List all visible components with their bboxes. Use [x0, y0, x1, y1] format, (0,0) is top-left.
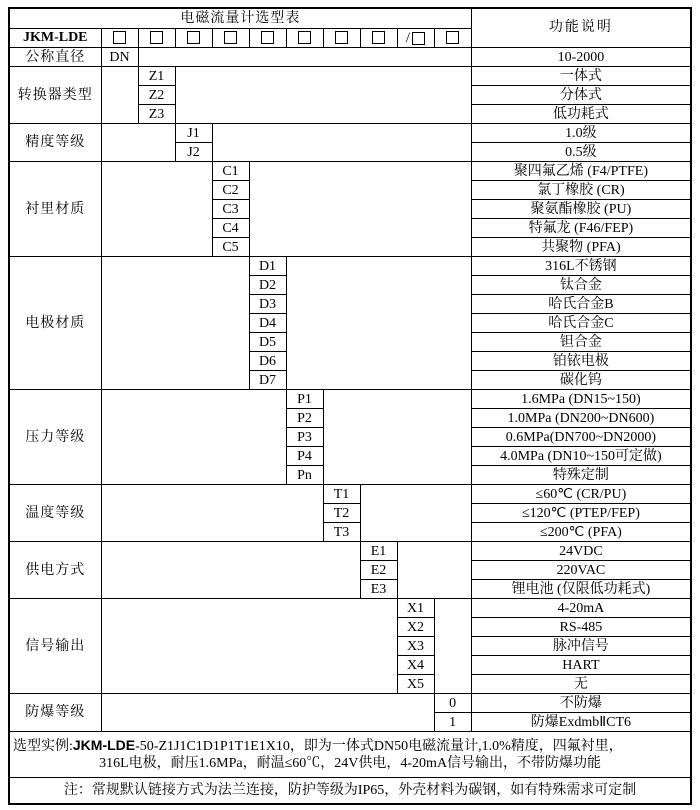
checkbox-icon — [298, 31, 311, 44]
code-cell: D4 — [249, 314, 286, 333]
code-cell: P3 — [286, 428, 323, 447]
desc-cell: 特氟龙 (F46/FEP) — [471, 219, 691, 238]
section-label-pressure-rating: 压力等级 — [9, 390, 101, 485]
desc-cell: 4-20mA — [471, 599, 691, 618]
code-cell: E3 — [360, 580, 397, 599]
desc-cell: 1.6MPa (DN15~150) — [471, 390, 691, 409]
code-cell: D3 — [249, 295, 286, 314]
desc-cell: 4.0MPa (DN10~150可定做) — [471, 447, 691, 466]
empty-cell — [397, 542, 471, 599]
section-label-liner-material: 衬里材质 — [9, 162, 101, 257]
empty-cell — [101, 257, 249, 390]
desc-cell: 1.0MPa (DN200~DN600) — [471, 409, 691, 428]
code-cell: Z1 — [138, 67, 175, 86]
desc-cell: 不防爆 — [471, 694, 691, 713]
model-code-box-10[interactable] — [434, 28, 471, 48]
empty-cell — [138, 48, 471, 67]
code-cell: P4 — [286, 447, 323, 466]
desc-cell: 220VAC — [471, 561, 691, 580]
checkbox-icon — [446, 31, 459, 44]
example-prefix: 选型实例: — [13, 738, 73, 754]
code-cell: Z2 — [138, 86, 175, 105]
selection-table — [8, 7, 692, 805]
desc-cell: 氯丁橡胶 (CR) — [471, 181, 691, 200]
code-cell: X3 — [397, 637, 434, 656]
section-label-signal-output: 信号输出 — [9, 599, 101, 694]
code-cell: X4 — [397, 656, 434, 675]
code-cell: T2 — [323, 504, 360, 523]
code-cell: C3 — [212, 200, 249, 219]
desc-cell: 一体式 — [471, 67, 691, 86]
code-cell: 1 — [434, 713, 471, 732]
code-cell: D5 — [249, 333, 286, 352]
desc-cell: ≤200℃ (PFA) — [471, 523, 691, 542]
model-code-box-5[interactable] — [249, 28, 286, 48]
empty-cell — [286, 257, 471, 390]
desc-cell: 316L不锈钢 — [471, 257, 691, 276]
desc-cell: 锂电池 (仅限低功耗式) — [471, 580, 691, 599]
desc-cell: ≤60℃ (CR/PU) — [471, 485, 691, 504]
code-cell: D7 — [249, 371, 286, 390]
desc-cell: 共聚物 (PFA) — [471, 238, 691, 257]
desc-cell: 无 — [471, 675, 691, 694]
model-code-box-2[interactable] — [138, 28, 175, 48]
desc-cell: 特殊定制 — [471, 466, 691, 485]
section-label-converter-type: 转换器类型 — [9, 67, 101, 124]
slash-separator: / — [405, 29, 411, 46]
code-cell: C2 — [212, 181, 249, 200]
desc-cell: 碳化钨 — [471, 371, 691, 390]
code-cell: J2 — [175, 143, 212, 162]
code-cell: C1 — [212, 162, 249, 181]
section-label-explosion-proof: 防爆等级 — [9, 694, 101, 732]
desc-cell: 0.5级 — [471, 143, 691, 162]
empty-cell — [101, 162, 212, 257]
empty-cell — [101, 542, 360, 599]
section-label-temperature-rating: 温度等级 — [9, 485, 101, 542]
example-line2: 316L电极，耐压1.6MPa，耐温≤60℃，24V供电，4-20mA信号输出，不带防爆功能 — [99, 756, 602, 772]
empty-cell — [175, 67, 471, 124]
example-line1 — [10, 737, 690, 756]
model-code-box-9[interactable] — [397, 28, 434, 48]
code-cell: T1 — [323, 485, 360, 504]
empty-cell — [101, 694, 434, 732]
function-column-header: 功能说明 — [471, 8, 691, 48]
checkbox-icon — [187, 31, 200, 44]
model-code-box-3[interactable] — [175, 28, 212, 48]
code-cell: D6 — [249, 352, 286, 371]
example-row — [9, 732, 691, 778]
code-cell: T3 — [323, 523, 360, 542]
checkbox-icon — [335, 31, 348, 44]
empty-cell — [360, 485, 471, 542]
model-code-box-8[interactable] — [360, 28, 397, 48]
desc-cell: 脉冲信号 — [471, 637, 691, 656]
model-prefix: JKM-LDE — [9, 28, 101, 48]
empty-cell — [101, 485, 323, 542]
empty-cell — [323, 390, 471, 485]
empty-cell — [249, 162, 471, 257]
desc-cell: 钽合金 — [471, 333, 691, 352]
code-cell: C5 — [212, 238, 249, 257]
table-title: 电磁流量计选型表 — [9, 8, 471, 28]
code-cell: E1 — [360, 542, 397, 561]
desc-cell: 钛合金 — [471, 276, 691, 295]
code-cell: P2 — [286, 409, 323, 428]
empty-cell — [101, 124, 175, 162]
code-cell: Pn — [286, 466, 323, 485]
code-cell: X5 — [397, 675, 434, 694]
model-code-box-7[interactable] — [323, 28, 360, 48]
code-cell: E2 — [360, 561, 397, 580]
empty-cell — [101, 67, 138, 124]
checkbox-icon — [372, 31, 385, 44]
desc-cell: 0.6MPa(DN700~DN2000) — [471, 428, 691, 447]
code-cell: J1 — [175, 124, 212, 143]
code-cell: C4 — [212, 219, 249, 238]
model-code-box-6[interactable] — [286, 28, 323, 48]
empty-cell — [101, 390, 286, 485]
empty-cell — [434, 599, 471, 694]
desc-cell: ≤120℃ (PTEP/FEP) — [471, 504, 691, 523]
section-label-nominal-diameter: 公称直径 — [9, 48, 101, 67]
empty-cell — [212, 124, 471, 162]
example-model: JKM-LDE — [72, 736, 136, 753]
desc-cell: 聚氨酯橡胶 (PU) — [471, 200, 691, 219]
code-cell: Z3 — [138, 105, 175, 124]
empty-cell — [101, 599, 397, 694]
desc-cell: 防爆ExdmbⅡCT6 — [471, 713, 691, 732]
code-cell: D1 — [249, 257, 286, 276]
code-cell: DN — [101, 48, 138, 67]
section-label-accuracy-class: 精度等级 — [9, 124, 101, 162]
model-code-box-4[interactable] — [212, 28, 249, 48]
code-cell: X2 — [397, 618, 434, 637]
checkbox-icon — [150, 31, 163, 44]
desc-cell: 分体式 — [471, 86, 691, 105]
section-label-power-supply: 供电方式 — [9, 542, 101, 599]
desc-cell: 10-2000 — [471, 48, 691, 67]
desc-cell: 24VDC — [471, 542, 691, 561]
code-cell: 0 — [434, 694, 471, 713]
checkbox-icon — [224, 31, 237, 44]
checkbox-icon — [113, 31, 126, 44]
note-row: 注：常规默认链接方式为法兰连接，防护等级为IP65，外壳材料为碳钢，如有特殊需求可定制 — [9, 778, 691, 804]
model-code-box-1[interactable] — [101, 28, 138, 48]
desc-cell: 聚四氟乙烯 (F4/PTFE) — [471, 162, 691, 181]
desc-cell: 哈氏合金C — [471, 314, 691, 333]
section-label-electrode-material: 电极材质 — [9, 257, 101, 390]
desc-cell: 低功耗式 — [471, 105, 691, 124]
code-cell: X1 — [397, 599, 434, 618]
desc-cell: RS-485 — [471, 618, 691, 637]
desc-cell: 哈氏合金B — [471, 295, 691, 314]
checkbox-icon — [412, 32, 425, 45]
code-cell: D2 — [249, 276, 286, 295]
desc-cell: 铂铱电极 — [471, 352, 691, 371]
example-line1-rest: -50-Z1J1C1D1P1T1E1X10，即为一体式DN50电磁流量计,1.0%精度，四氟衬里， — [135, 738, 623, 754]
desc-cell: HART — [471, 656, 691, 675]
checkbox-icon — [261, 31, 274, 44]
code-cell: P1 — [286, 390, 323, 409]
desc-cell: 1.0级 — [471, 124, 691, 143]
